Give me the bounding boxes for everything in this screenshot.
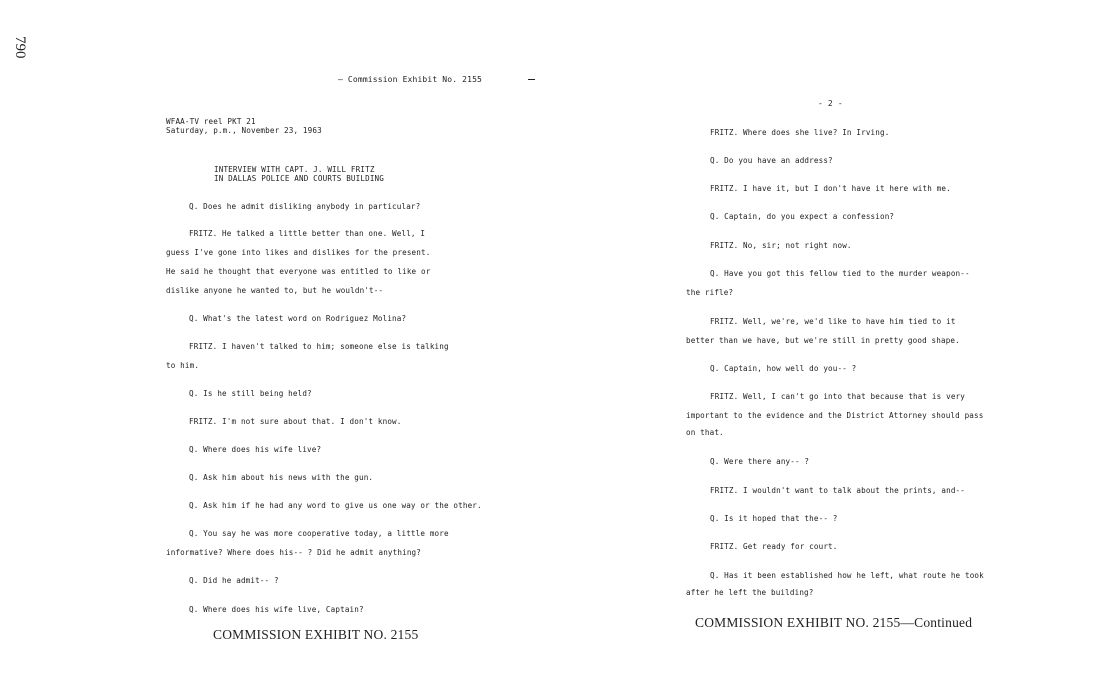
exhibit-caption: COMMISSION EXHIBIT NO. 2155 — [213, 627, 419, 642]
transcript-line: Q. Were there any-- ? — [710, 457, 810, 466]
transcript-line: FRITZ. Well, I can't go into that because that is very — [710, 392, 965, 401]
transcript-line: the rifle? — [686, 288, 734, 297]
transcript-line: FRITZ. Where does she live? In Irving. — [710, 128, 890, 137]
exhibit-header: — Commission Exhibit No. 2155 — [338, 75, 483, 84]
transcript-line: after he left the building? — [686, 588, 814, 597]
transcript-line: FRITZ. No, sir; not right now. — [710, 241, 852, 250]
page-marker: - 2 - — [818, 99, 843, 108]
transcript-line: FRITZ. Well, we're, we'd like to have him tied to it — [710, 317, 956, 326]
transcript-line: Q. Captain, how well do you-- ? — [710, 364, 857, 373]
transcript-line: Q. Have you got this fellow tied to the murder weapon-- — [710, 269, 970, 278]
source-line-1: WFAA-TV reel PKT 21 — [166, 117, 256, 126]
transcript-line: He said he thought that everyone was entitled to like or — [166, 267, 431, 276]
transcript-line: Q. Where does his wife live? — [189, 445, 322, 454]
interview-title-2: IN DALLAS POLICE AND COURTS BUILDING — [214, 174, 384, 183]
transcript-line: Q. Does he admit disliking anybody in particular? — [189, 202, 421, 211]
transcript-line: FRITZ. He talked a little better than one. Well, I — [189, 229, 426, 238]
transcript-line: FRITZ. I have it, but I don't have it here with me. — [710, 184, 951, 193]
transcript-line: Q. What's the latest word on Rodriguez Molina? — [189, 314, 407, 323]
transcript-line: Q. Has it been established how he left, what route he took — [710, 571, 984, 580]
transcript-line: FRITZ. I haven't talked to him; someone else is talking — [189, 342, 449, 351]
transcript-line: Q. You say he was more cooperative today, a little more — [189, 529, 449, 538]
transcript-line: Q. Did he admit-- ? — [189, 576, 279, 585]
transcript-line: Q. Do you have an address? — [710, 156, 833, 165]
transcript-line: Q. Ask him if he had any word to give us one way or the other. — [189, 501, 482, 510]
transcript-line: dislike anyone he wanted to, but he wouldn't-- — [166, 286, 384, 295]
exhibit-caption-continued: COMMISSION EXHIBIT NO. 2155—Continued — [695, 615, 973, 630]
transcript-line: Q. Ask him about his news with the gun. — [189, 473, 374, 482]
transcript-line: better than we have, but we're still in pretty good shape. — [686, 336, 960, 345]
interview-title-1: INTERVIEW WITH CAPT. J. WILL FRITZ — [214, 165, 375, 174]
transcript-line: Q. Where does his wife live, Captain? — [189, 605, 364, 614]
transcript-line: FRITZ. Get ready for court. — [710, 542, 838, 551]
transcript-line: on that. — [686, 428, 724, 437]
transcript-line: FRITZ. I'm not sure about that. I don't know. — [189, 417, 402, 426]
transcript-line: informative? Where does his-- ? Did he admit anything? — [166, 548, 421, 557]
transcript-line: to him. — [166, 361, 200, 370]
transcript-line: Q. Is he still being held? — [189, 389, 312, 398]
transcript-line: guess I've gone into likes and dislikes for the present. — [166, 248, 431, 257]
transcript-line: Q. Captain, do you expect a confession? — [710, 212, 895, 221]
source-line-2: Saturday, p.m., November 23, 1963 — [166, 126, 322, 135]
transcript-line: FRITZ. I wouldn't want to talk about the prints, and-- — [710, 486, 965, 495]
transcript-line: Q. Is it hoped that the-- ? — [710, 514, 838, 523]
page-number: 790 — [12, 36, 28, 59]
header-dash — [528, 79, 535, 80]
transcript-line: important to the evidence and the District Attorney should pass — [686, 411, 984, 420]
